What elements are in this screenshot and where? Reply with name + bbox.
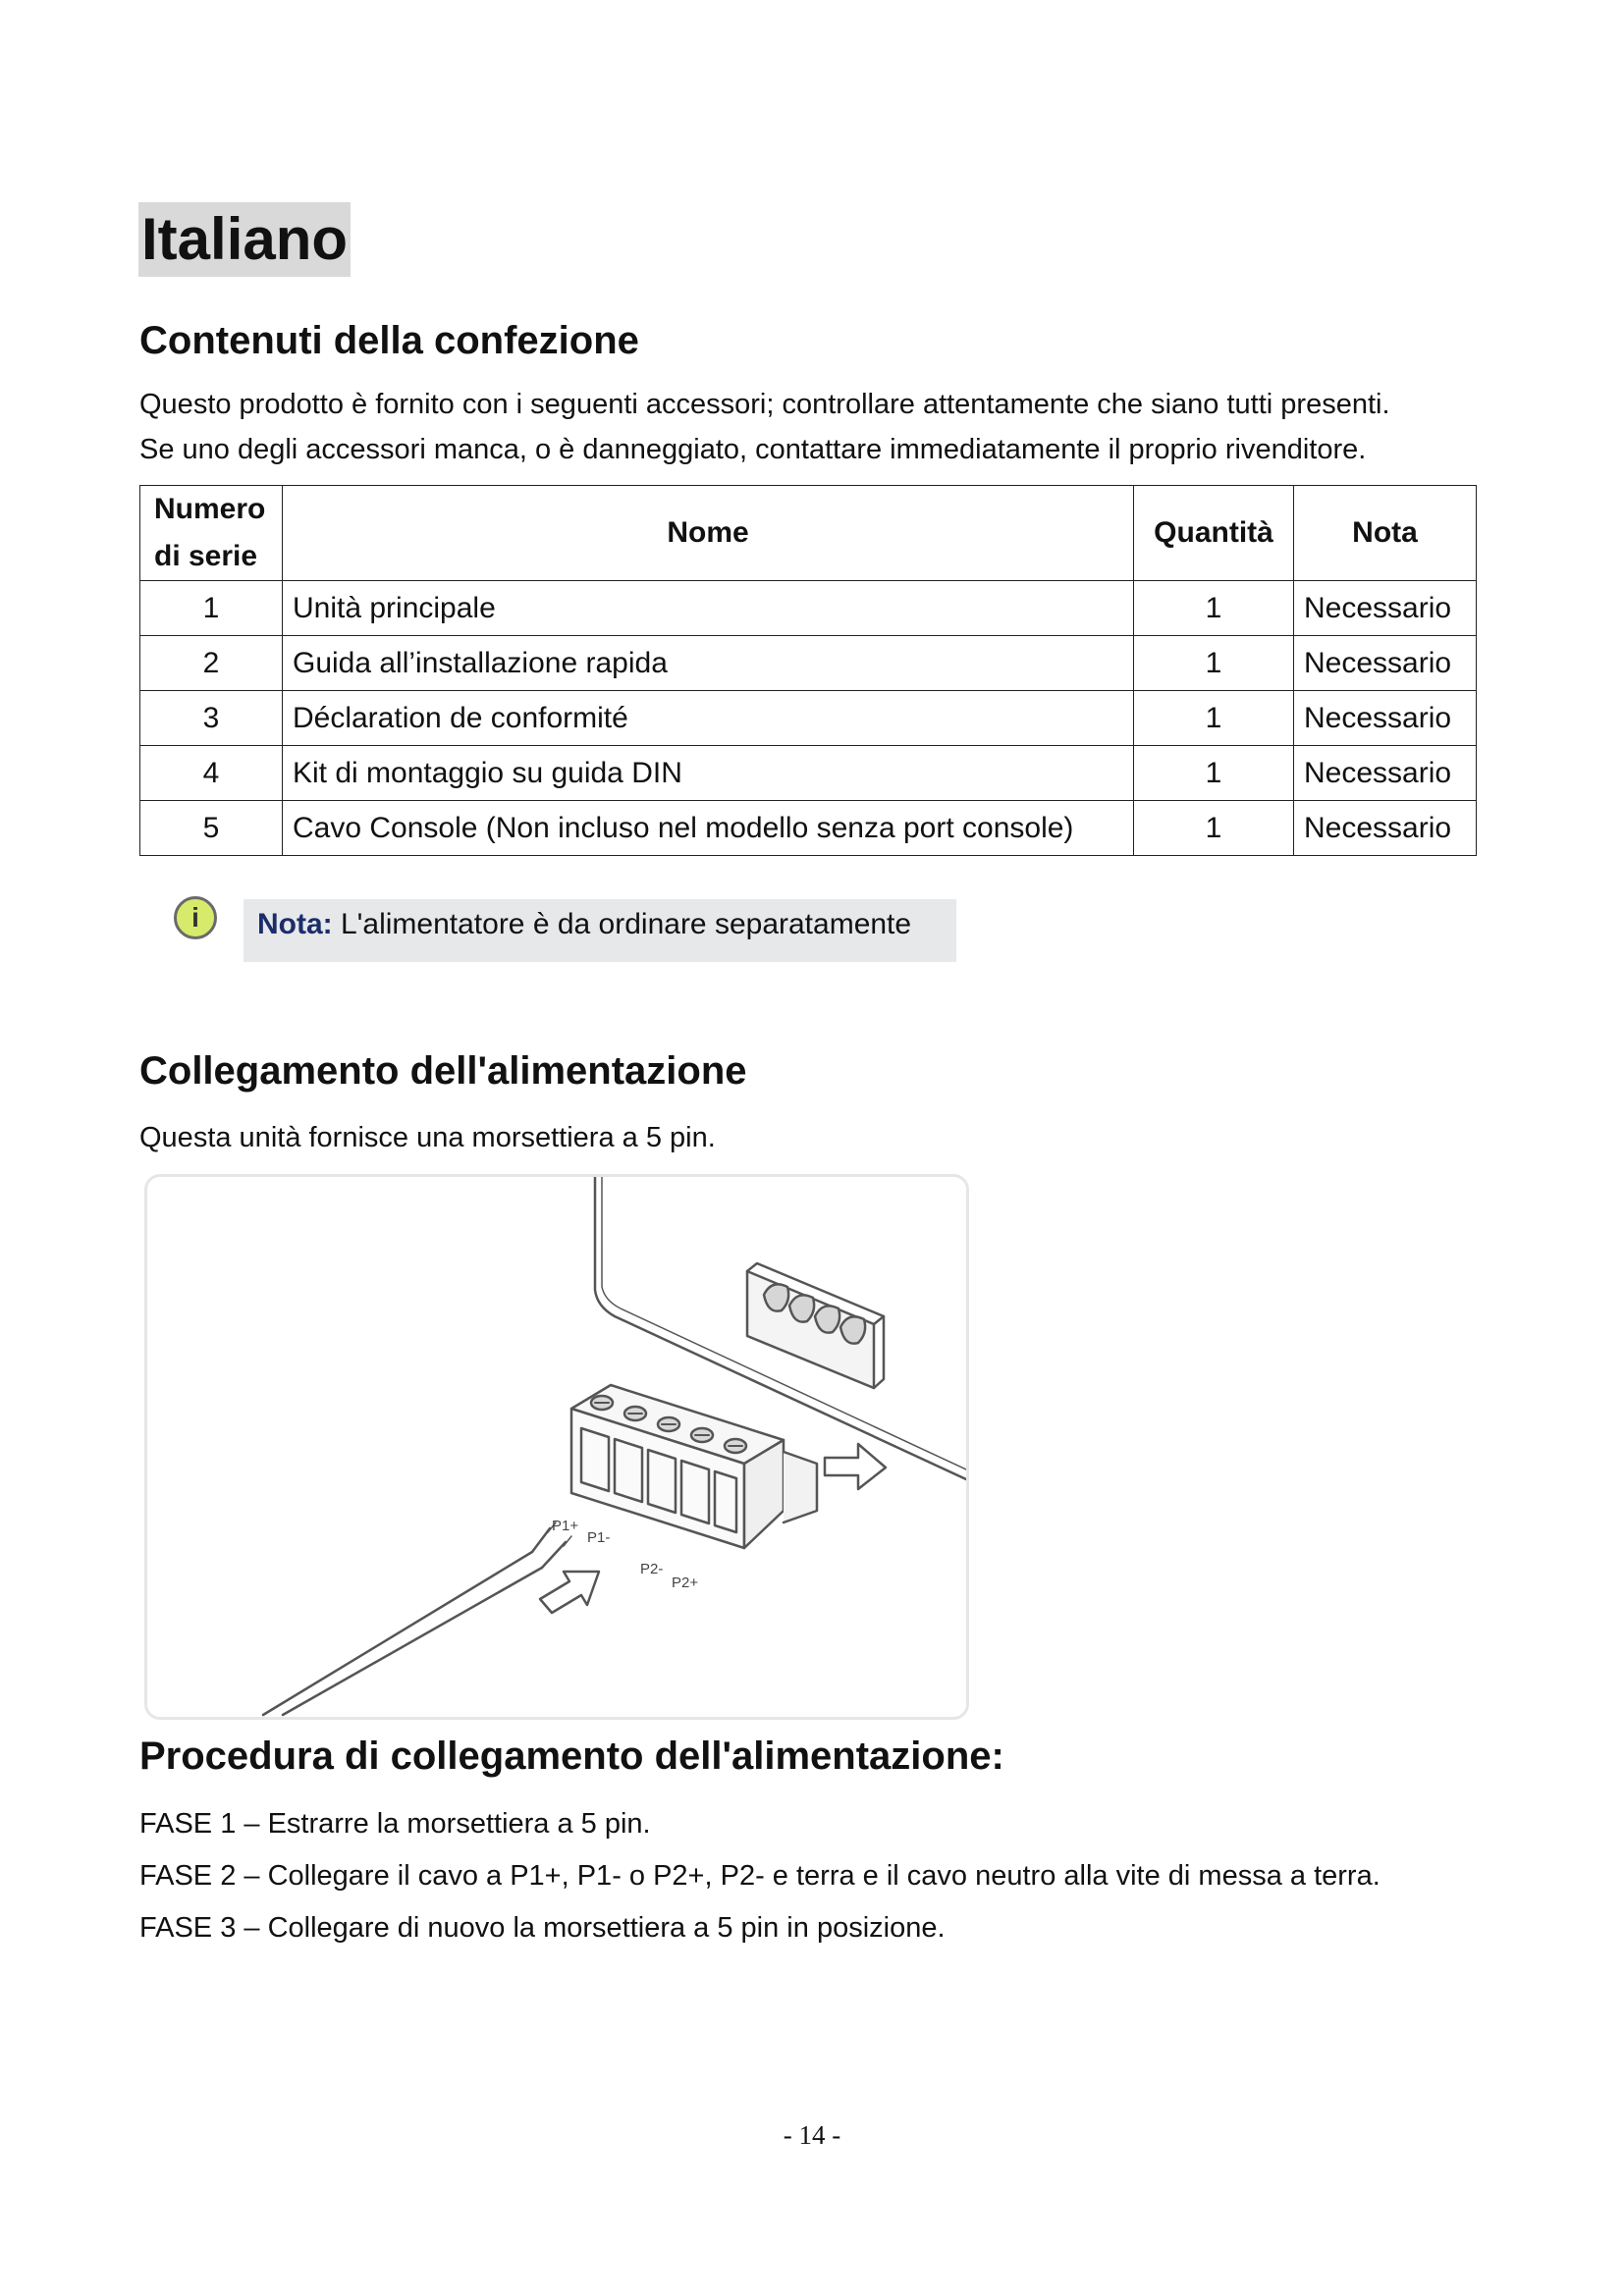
header-name: Nome bbox=[282, 486, 1133, 581]
cell-note: Necessario bbox=[1294, 636, 1477, 691]
cell-name: Guida all’installazione rapida bbox=[282, 636, 1133, 691]
note-label: Nota: bbox=[257, 908, 333, 940]
terminal-block-drawing bbox=[147, 1177, 966, 1717]
table-row bbox=[140, 581, 1477, 636]
cell-name: Cavo Console (Non incluso nel modello senza port console) bbox=[282, 801, 1133, 856]
cell-quantity: 1 bbox=[1134, 581, 1294, 636]
terminal-block-illustration bbox=[144, 1174, 969, 1720]
cell-note: Necessario bbox=[1294, 581, 1477, 636]
device-socket bbox=[747, 1263, 884, 1388]
table-row bbox=[140, 801, 1477, 856]
cell-note: Necessario bbox=[1294, 691, 1477, 746]
package-contents-heading: Contenuti della confezione bbox=[139, 319, 639, 362]
pin-label-p1-plus: P1+ bbox=[552, 1518, 579, 1534]
cable bbox=[263, 1552, 532, 1715]
pin-labels bbox=[552, 1518, 698, 1591]
cell-serial-number: 4 bbox=[140, 746, 283, 801]
procedure-step-2: FASE 2 – Collegare il cavo a P1+, P1- o P2+, P2- e terra e il cavo neutro alla vite di messa a terra. bbox=[139, 1860, 1380, 1892]
cell-quantity: 1 bbox=[1134, 801, 1294, 856]
cell-serial-number: 1 bbox=[140, 581, 283, 636]
power-connection-heading: Collegamento dell'alimentazione bbox=[139, 1049, 747, 1093]
pin-label-p1-minus: P1- bbox=[587, 1529, 611, 1546]
header-quantity: Quantità bbox=[1134, 486, 1294, 581]
procedure-step-3: FASE 3 – Collegare di nuovo la morsettiera a 5 pin in posizione. bbox=[139, 1912, 946, 1944]
page-number: - 14 - bbox=[783, 2120, 841, 2150]
table-row bbox=[140, 636, 1477, 691]
header-serial-number bbox=[140, 486, 283, 581]
cell-note: Necessario bbox=[1294, 801, 1477, 856]
pin-label-p2-minus: P2- bbox=[640, 1561, 664, 1577]
language-title: Italiano bbox=[138, 202, 351, 277]
table-row bbox=[140, 691, 1477, 746]
cell-quantity: 1 bbox=[1134, 691, 1294, 746]
cell-serial-number: 3 bbox=[140, 691, 283, 746]
package-contents-table bbox=[139, 485, 1477, 856]
terminal-plug bbox=[571, 1385, 817, 1548]
cell-serial-number: 5 bbox=[140, 801, 283, 856]
procedure-heading: Procedura di collegamento dell'alimentazione: bbox=[139, 1735, 1004, 1778]
header-serial-number-line2: di serie bbox=[154, 540, 258, 572]
cell-quantity: 1 bbox=[1134, 746, 1294, 801]
header-note: Nota bbox=[1294, 486, 1477, 581]
cell-name: Kit di montaggio su guida DIN bbox=[282, 746, 1133, 801]
cell-name: Unità principale bbox=[282, 581, 1133, 636]
cell-note: Necessario bbox=[1294, 746, 1477, 801]
cell-quantity: 1 bbox=[1134, 636, 1294, 691]
procedure-step-1: FASE 1 – Estrarre la morsettiera a 5 pin. bbox=[139, 1808, 651, 1840]
cell-serial-number: 2 bbox=[140, 636, 283, 691]
power-connection-intro: Questa unità fornisce una morsettiera a 5 pin. bbox=[139, 1122, 716, 1153]
package-intro-line-1: Questo prodotto è fornito con i seguenti accessori; controllare attentamente che siano tutti presenti. bbox=[139, 389, 1390, 420]
table-header-row bbox=[140, 486, 1477, 581]
table-row bbox=[140, 746, 1477, 801]
cable-arrow-icon bbox=[540, 1572, 599, 1613]
pin-label-p2-plus: P2+ bbox=[672, 1575, 699, 1591]
info-icon: i bbox=[174, 896, 217, 939]
cell-name: Déclaration de conformité bbox=[282, 691, 1133, 746]
insert-arrow-icon bbox=[825, 1444, 886, 1489]
header-serial-number-line1: Numero bbox=[154, 493, 266, 525]
note-callout bbox=[244, 899, 956, 962]
note-text: L'alimentatore è da ordinare separatamente bbox=[332, 908, 912, 940]
package-intro-line-2: Se uno degli accessori manca, o è danneggiato, contattare immediatamente il proprio rivenditore. bbox=[139, 434, 1367, 465]
